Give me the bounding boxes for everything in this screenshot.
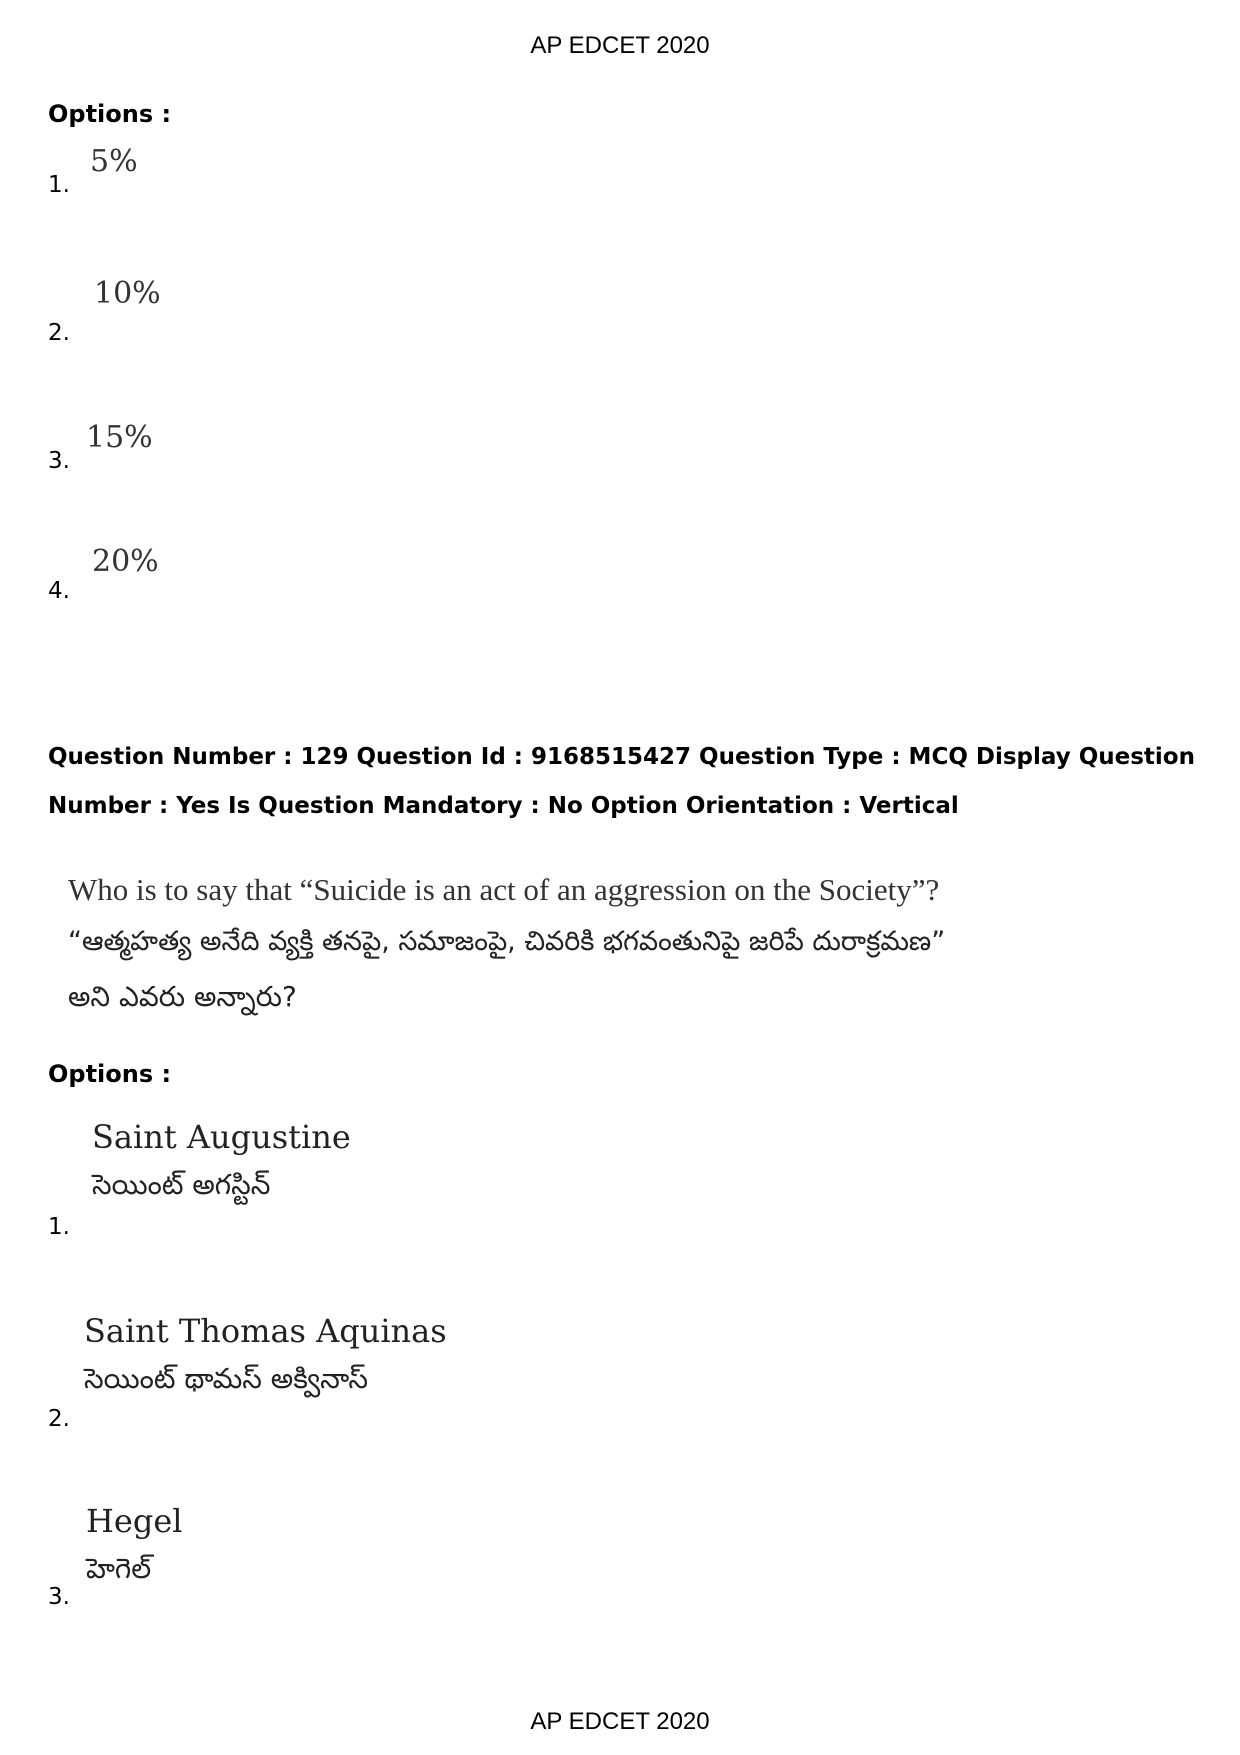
- question-text-telugu: “ఆత్మహత్య అనేది వ్యక్తి తనపై, సమాజంపై, చివరికి భగవంతునిపై జరిపే దురాక్రమణ”: [68, 926, 946, 957]
- option-number: 4.: [48, 578, 70, 604]
- option-number: 2.: [48, 1406, 70, 1432]
- option-number: 3.: [48, 1584, 70, 1610]
- option-text-telugu[interactable]: హెగెల్: [86, 1552, 152, 1585]
- option-text[interactable]: 10%: [94, 276, 161, 311]
- page-footer: AP EDCET 2020: [530, 1708, 710, 1735]
- question-meta: Question Number : 129 Question Id : 9168515427 Question Type : MCQ Display Question: [48, 744, 1195, 770]
- option-text[interactable]: 15%: [86, 420, 153, 455]
- question-meta: Number : Yes Is Question Mandatory : No Option Orientation : Vertical: [48, 793, 959, 819]
- option-text-english[interactable]: Saint Thomas Aquinas: [84, 1312, 447, 1350]
- question-text-telugu: అని ఎవరు అన్నారు?: [68, 980, 297, 1013]
- option-text-english[interactable]: Saint Augustine: [92, 1118, 351, 1156]
- option-text[interactable]: 5%: [90, 144, 138, 179]
- option-number: 1.: [48, 1214, 70, 1240]
- option-number: 1.: [48, 172, 70, 198]
- option-text-english[interactable]: Hegel: [86, 1502, 183, 1540]
- options-label: Options :: [48, 1060, 172, 1088]
- options-label: Options :: [48, 100, 172, 128]
- option-number: 3.: [48, 448, 70, 474]
- question-text-english: Who is to say that “Suicide is an act of an aggression on the Society”?: [68, 872, 940, 907]
- option-number: 2.: [48, 320, 70, 346]
- page-header: AP EDCET 2020: [530, 32, 710, 59]
- option-text[interactable]: 20%: [92, 544, 159, 579]
- option-text-telugu[interactable]: సెయింట్ థామస్ అక్వినాస్: [84, 1362, 369, 1395]
- option-text-telugu[interactable]: సెయింట్ అగస్టిన్: [92, 1168, 271, 1201]
